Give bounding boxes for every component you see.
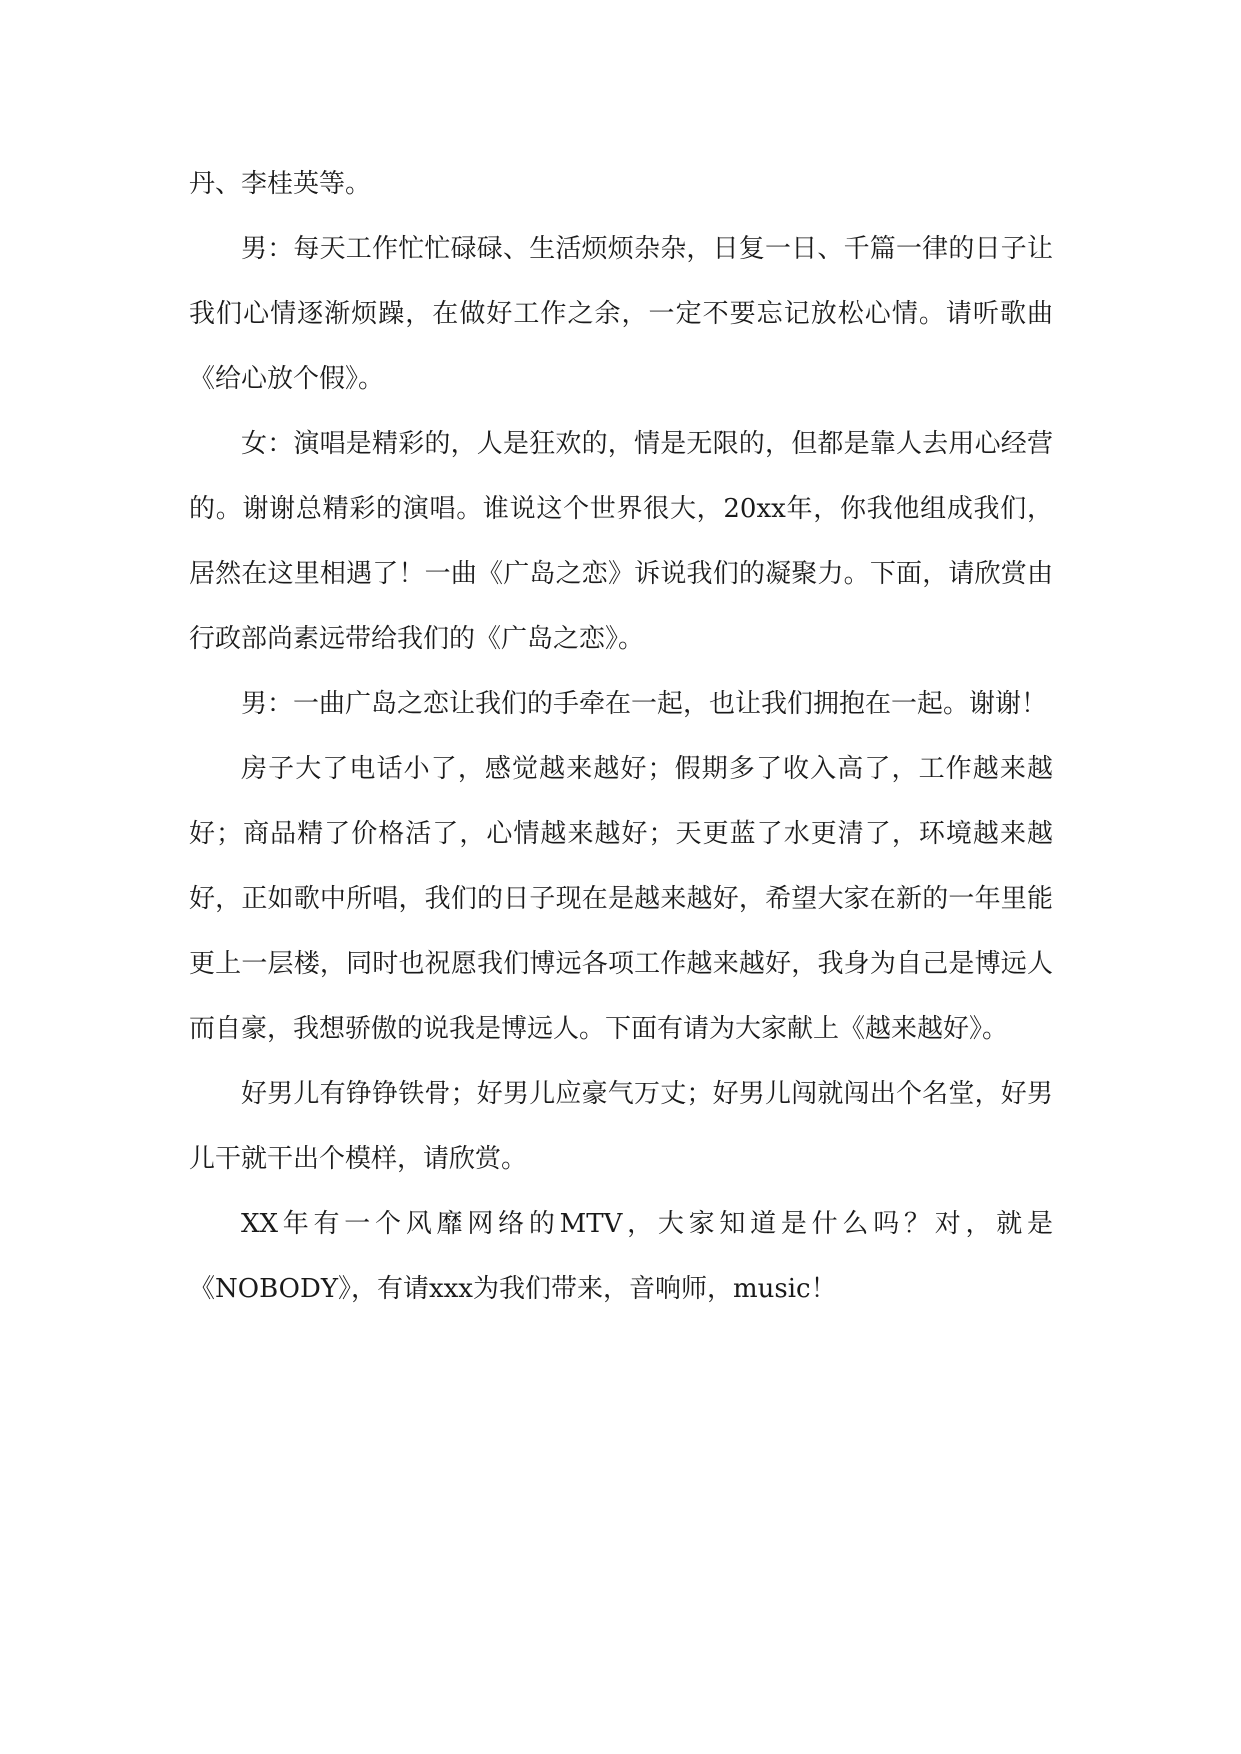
paragraph-3: 女：演唱是精彩的，人是狂欢的，情是无限的，但都是靠人去用心经营的。谢谢总精彩的演唱。谁说这个世界很大，20xx年，你我他组成我们，居然在这里相遇了！一曲《广岛之恋》诉说我们的凝聚力。下面，请欣赏由行政部尚素远带给我们的《广岛之恋》。 xyxy=(189,429,1053,654)
paragraph-2: 男：每天工作忙忙碌碌、生活烦烦杂杂，日复一日、千篇一律的日子让我们心情逐渐烦躁，在做好工作之余，一定不要忘记放松心情。请听歌曲《给心放个假》。 xyxy=(189,234,1053,394)
paragraph-7: XX年有一个风靡网络的MTV，大家知道是什么吗？对，就是《NOBODY》，有请xxx为我们带来，音响师，music！ xyxy=(189,1209,1053,1304)
paragraph-4: 男：一曲广岛之恋让我们的手牵在一起，也让我们拥抱在一起。谢谢！ xyxy=(241,689,1048,719)
paragraph-1: 丹、李桂英等。 xyxy=(189,169,372,199)
document-body xyxy=(189,152,1053,1322)
paragraph-5: 房子大了电话小了，感觉越来越好；假期多了收入高了，工作越来越好；商品精了价格活了，心情越来越好；天更蓝了水更清了，环境越来越好，正如歌中所唱，我们的日子现在是越来越好，希望大家在新的一年里能更上一层楼，同时也祝愿我们博远各项工作越来越好，我身为自己是博远人而自豪，我想骄傲的说我是博远人。下面有请为大家献上《越来越好》。 xyxy=(189,754,1053,1044)
paragraph-6: 好男儿有铮铮铁骨；好男儿应豪气万丈；好男儿闯就闯出个名堂，好男儿干就干出个模样，请欣赏。 xyxy=(189,1079,1053,1174)
